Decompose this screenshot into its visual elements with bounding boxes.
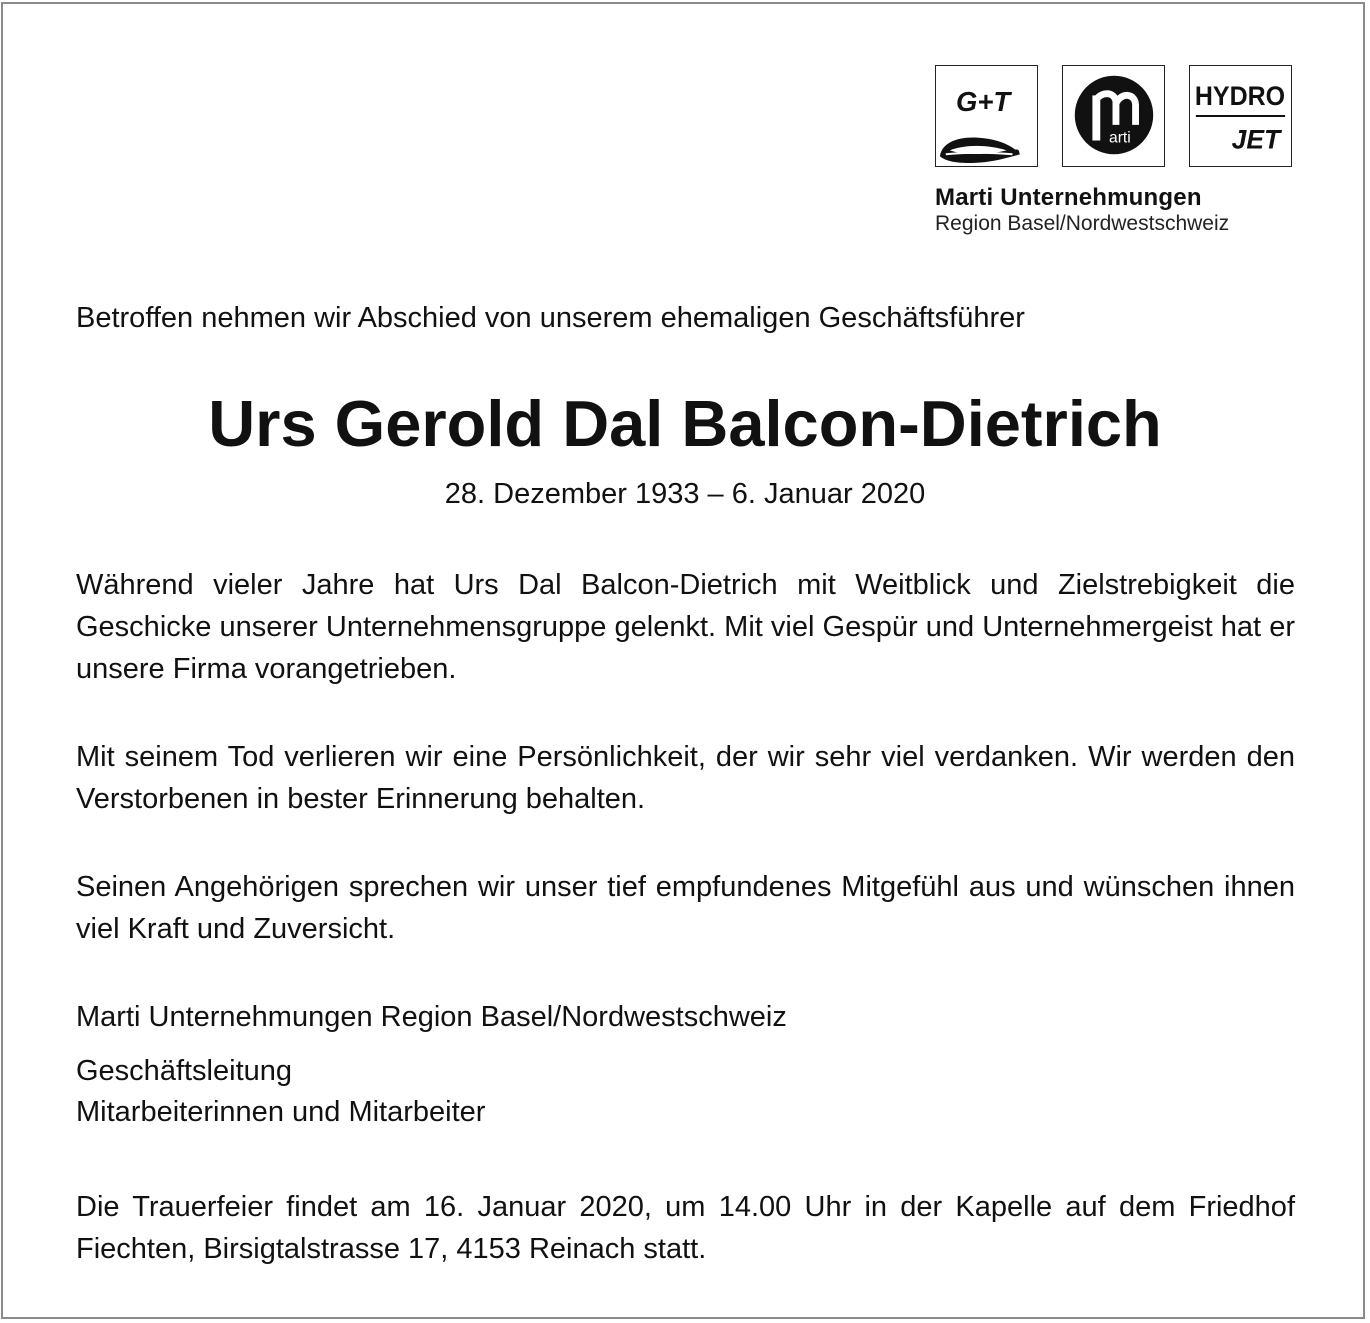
gt-logo-text: G+T — [956, 86, 1011, 118]
marti-emblem-icon — [1063, 66, 1164, 166]
life-dates: 28. Dezember 1933 – 6. Januar 2020 — [444, 478, 926, 510]
hydrojet-logo — [1189, 65, 1292, 167]
badger-icon — [936, 66, 1037, 166]
marti-logo — [1062, 65, 1165, 167]
company-region: Region Basel/Nordwestschweiz — [935, 212, 1230, 235]
gt-logo — [935, 65, 1038, 167]
hydrojet-wordmark-icon — [1190, 66, 1291, 166]
signature-company: Marti Unternehmungen Region Basel/Nordwestschweiz — [76, 1001, 787, 1033]
hydrojet-logo-line2: JET — [1231, 124, 1281, 155]
intro-text: Betroffen nehmen wir Abschied von unserem ehemaligen Geschäftsführer — [76, 302, 1025, 334]
condolence-paragraph: Seinen Angehörigen sprechen wir unser tief empfundenes Mitgefühl aus und wünschen ihnen viel Kraft und Zuversicht. — [76, 871, 1295, 945]
company-name: Marti Unternehmungen — [935, 184, 1202, 211]
ceremony-info: Die Trauerfeier findet am 16. Januar 2020, um 14.00 Uhr in der Kapelle auf dem Friedhof Fiechten, Birsigtalstrasse 17, 4153 Reinach statt. — [76, 1191, 1295, 1265]
hydrojet-logo-line1: HYDRO — [1194, 81, 1286, 112]
signature-staff: Mitarbeiterinnen und Mitarbeiter — [76, 1096, 486, 1128]
marti-logo-text: arti — [1108, 129, 1131, 147]
tribute-paragraph: Während vieler Jahre hat Urs Dal Balcon-Dietrich mit Weitblick und Zielstrebigkeit die Geschicke unserer Unternehmensgruppe gelenkt. Mit viel Gespür und Unternehmergeist hat er unsere Firma vorangetrieben. — [76, 569, 1295, 685]
deceased-name: Urs Gerold Dal Balcon-Dietrich — [208, 387, 1162, 460]
signature-management: Geschäftsleitung — [76, 1055, 293, 1087]
loss-paragraph: Mit seinem Tod verlieren wir eine Persönlichkeit, der wir sehr viel verdanken. Wir werden den Verstorbenen in bester Erinnerung behalten. — [76, 741, 1295, 815]
company-block — [935, 184, 1297, 236]
